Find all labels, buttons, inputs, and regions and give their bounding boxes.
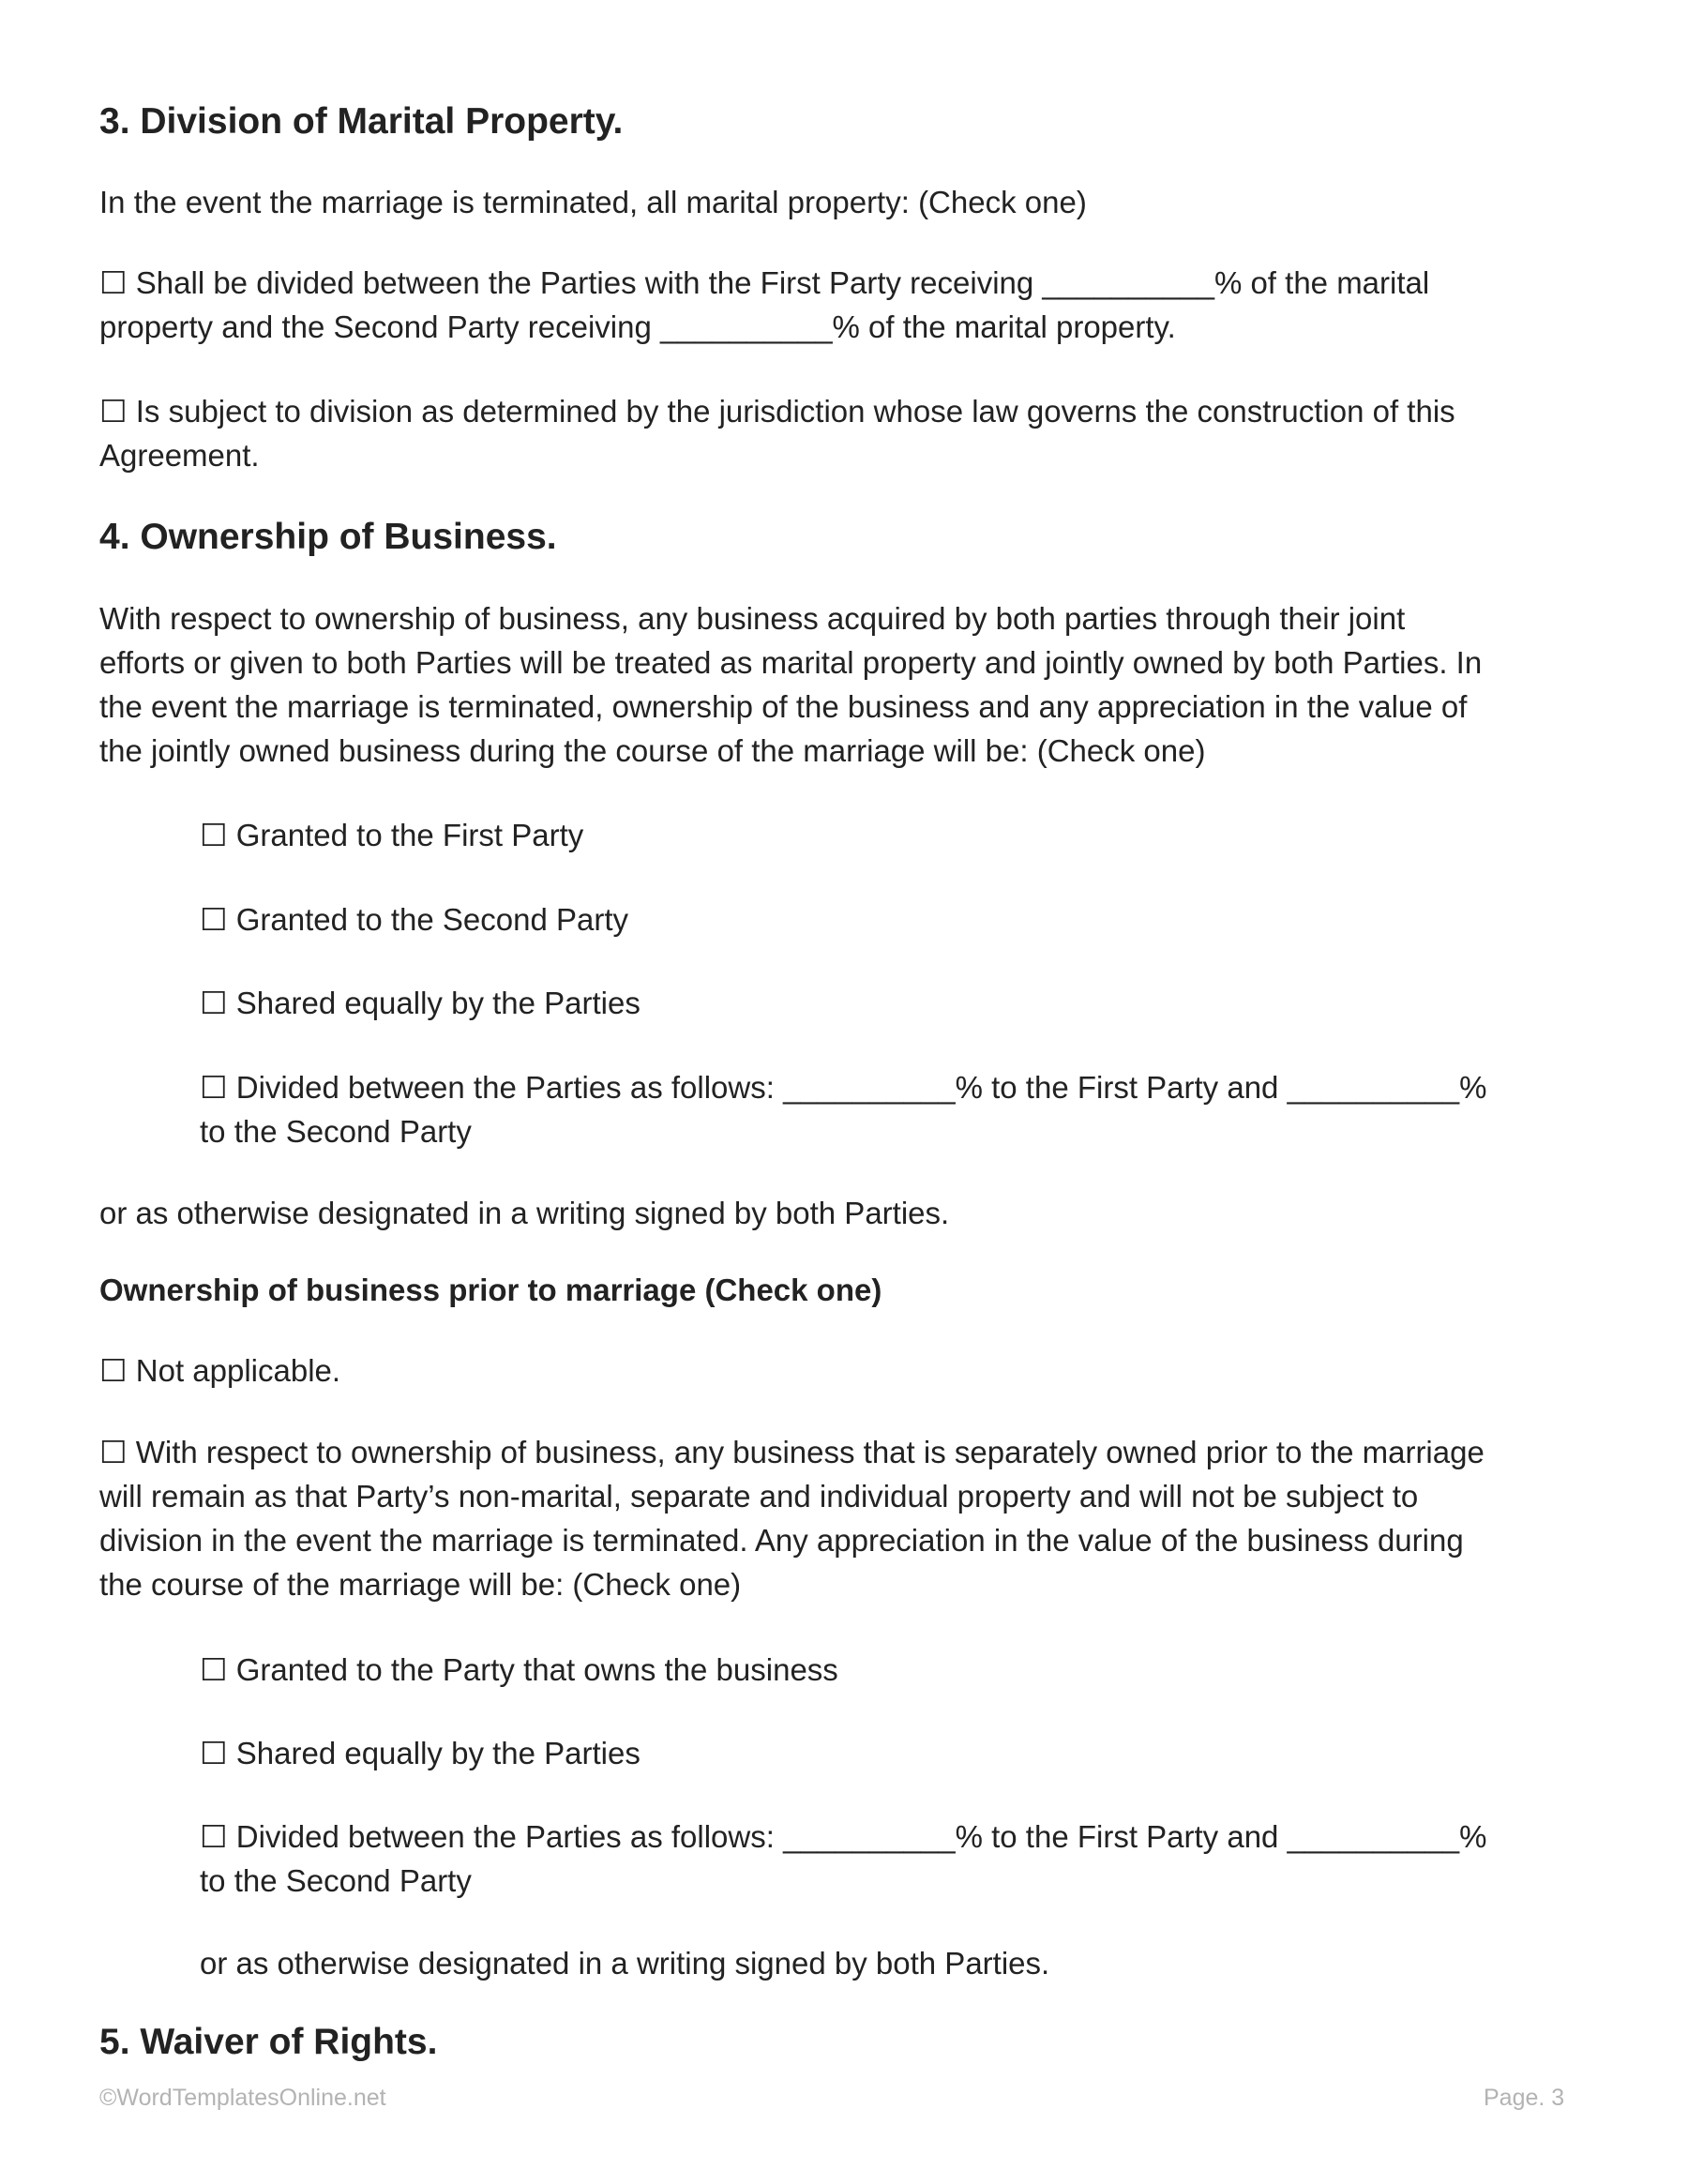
checkbox-icon[interactable]: ☐	[200, 818, 228, 852]
option-not-applicable: ☐ Not applicable.	[99, 1348, 1600, 1393]
checkbox-icon[interactable]: ☐	[200, 1819, 228, 1854]
checkbox-icon[interactable]: ☐	[200, 986, 228, 1020]
checkbox-icon[interactable]: ☐	[99, 394, 128, 429]
checkbox-icon[interactable]: ☐	[99, 265, 128, 300]
section-3-intro: In the event the marriage is terminated, all marital property: (Check one)	[99, 185, 1087, 219]
section-4-paragraph: With respect to ownership of business, any business acquired by both parties through their joint efforts or given to both Parties will be treated as marital property and jointly owned by both Parties. In the event the marriage is terminated, ownership of the business and any appreciation in the value of the jointly owned business during the course of the marriage will be: (Check one)	[99, 601, 1483, 768]
option-separately-owned: ☐ With respect to ownership of business, any business that is separately owned prior to the marriage will remain as that Party’s non-marital, separate and individual property and will not be subject to division in the event the marriage is terminated. Any appreciation in the value of the business during the course of the marriage will be: (Check one)	[99, 1430, 1600, 1606]
option-party-owns-business: ☐ Granted to the Party that owns the business	[200, 1648, 1600, 1692]
option-second-party: ☐ Granted to the Second Party	[200, 897, 1600, 941]
section-3-heading: 3. Division of Marital Property.	[99, 101, 624, 142]
checkbox-icon[interactable]: ☐	[200, 1736, 228, 1770]
option-prior-shared-equally: ☐ Shared equally by the Parties	[200, 1731, 1600, 1775]
checkbox-icon[interactable]: ☐	[200, 1070, 228, 1105]
footer-page-number: Page. 3	[1484, 2085, 1565, 2111]
option-divided: ☐ Divided between the Parties as follows: __________% to the First Party and __________% to the Second Party	[200, 1065, 1600, 1153]
section-5-heading: 5. Waiver of Rights.	[99, 2022, 438, 2062]
section-3-option-percentage: ☐ Shall be divided between the Parties with the First Party receiving __________% of the marital property and the Second Party receiving __________% of the marital property.	[99, 261, 1600, 349]
prior-otherwise-designated: or as otherwise designated in a writing signed by both Parties.	[200, 1946, 1050, 1981]
section-3-option-jurisdiction: ☐ Is subject to division as determined by the jurisdiction whose law governs the construction of this Agreement.	[99, 389, 1600, 477]
option-shared-equally: ☐ Shared equally by the Parties	[200, 981, 1600, 1025]
footer-copyright: ©WordTemplatesOnline.net	[99, 2085, 386, 2111]
checkbox-icon[interactable]: ☐	[99, 1435, 128, 1469]
option-first-party: ☐ Granted to the First Party	[200, 813, 1600, 857]
section-4-heading: 4. Ownership of Business.	[99, 517, 557, 557]
otherwise-designated: or as otherwise designated in a writing signed by both Parties.	[99, 1196, 950, 1230]
checkbox-icon[interactable]: ☐	[200, 1652, 228, 1687]
checkbox-icon[interactable]: ☐	[200, 902, 228, 937]
option-prior-divided: ☐ Divided between the Parties as follows: __________% to the First Party and __________% to the Second Party	[200, 1815, 1600, 1903]
prior-marriage-subheading: Ownership of business prior to marriage (Check one)	[99, 1273, 882, 1307]
checkbox-icon[interactable]: ☐	[99, 1353, 128, 1388]
